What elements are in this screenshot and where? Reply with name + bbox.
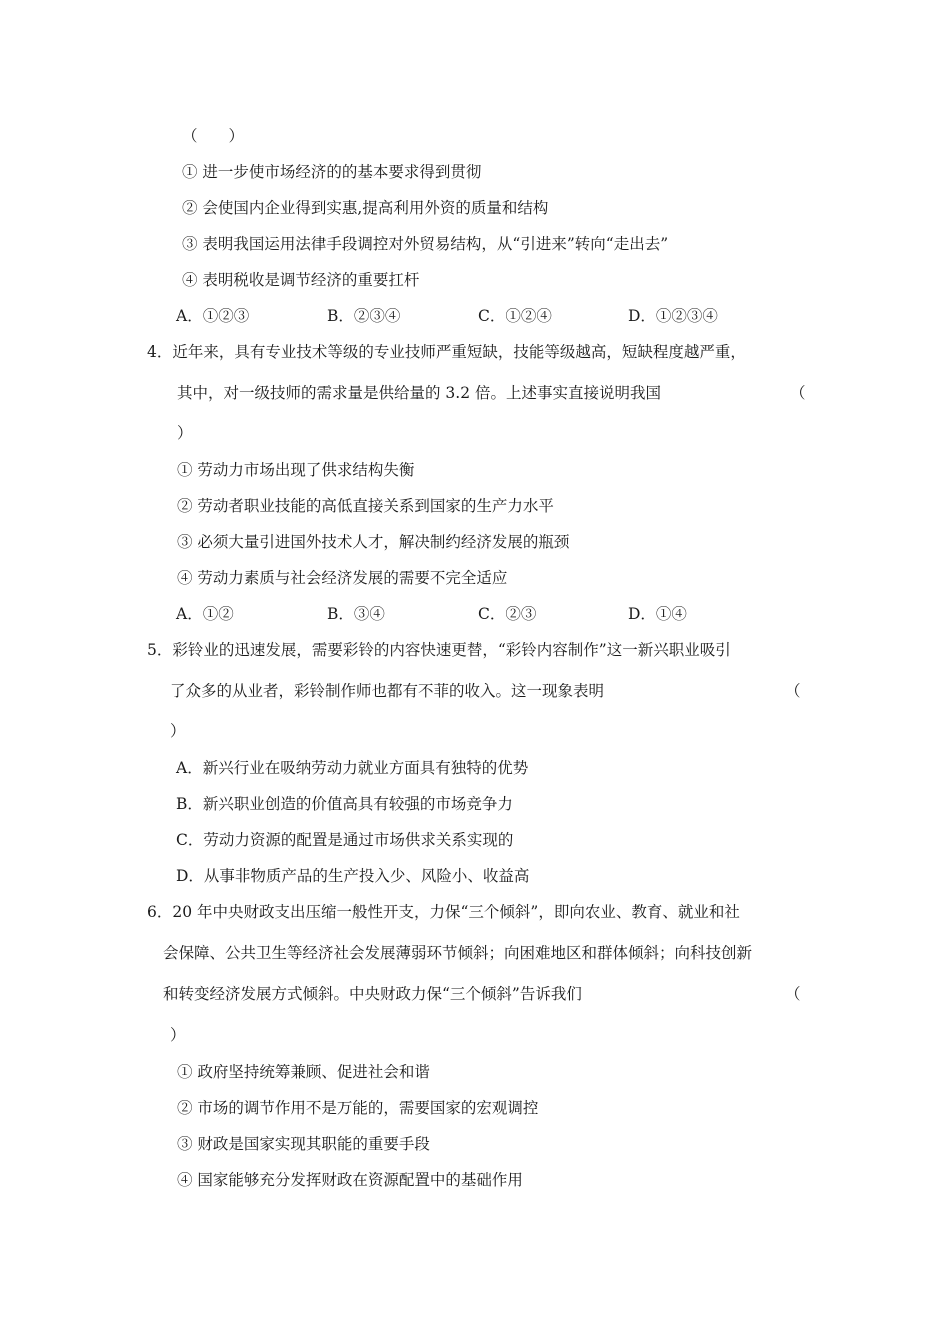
q6-stem-line-3: 和转变经济发展方式倾斜。中央财政力保“三个倾斜”告诉我们 [163,985,582,1003]
q4-stem-line-2: 其中，对一级技师的需求量是供给量的 3.2 倍。上述事实直接说明我国 [177,384,662,402]
q4-option-a[interactable]: A．①② [176,605,234,623]
q3-option-d[interactable]: D．①②③④ [628,307,718,325]
q3-item-2: ② 会使国内企业得到实惠,提高利用外资的质量和结构 [182,199,549,217]
q4-item-1: ① 劳动力市场出现了供求结构失衡 [177,461,415,479]
q6-stem-line-1: 6．20 年中央财政支出压缩一般性开支，力保“三个倾斜”，即向农业、教育、就业和社 [147,903,740,921]
q5-paren-close: ） [170,722,186,740]
q4-item-3: ③ 必须大量引进国外技术人才，解决制约经济发展的瓶颈 [177,533,570,551]
q6-item-3: ③ 财政是国家实现其职能的重要手段 [177,1135,430,1153]
q3-item-3: ③ 表明我国运用法律手段调控对外贸易结构，从“引进来”转向“走出去” [182,235,669,253]
q3-option-b[interactable]: B．②③④ [327,307,401,325]
q5-stem-line-2: 了众多的从业者，彩铃制作师也都有不菲的收入。这一现象表明 [170,682,605,700]
q6-paren-close: ） [170,1026,186,1044]
q5-option-d[interactable]: D．从事非物质产品的生产投入少、风险小、收益高 [176,867,530,885]
q4-stem-line-1: 4．近年来，具有专业技术等级的专业技师严重短缺，技能等级越高，短缺程度越严重， [147,343,746,361]
q4-option-d[interactable]: D．①④ [628,605,687,623]
q6-item-2: ② 市场的调节作用不是万能的，需要国家的宏观调控 [177,1099,539,1117]
q5-option-c[interactable]: C．劳动力资源的配置是通过市场供求关系实现的 [176,831,514,849]
q4-item-4: ④ 劳动力素质与社会经济发展的需要不完全适应 [177,569,508,587]
q5-option-b[interactable]: B．新兴职业创造的价值高具有较强的市场竞争力 [176,795,513,813]
q5-paren-open: （ [785,682,801,700]
q4-item-2: ② 劳动者职业技能的高低直接关系到国家的生产力水平 [177,497,554,515]
q3-item-4: ④ 表明税收是调节经济的重要扛杆 [182,271,420,289]
q6-paren-open: （ [785,985,801,1003]
q3-answer-bracket: （ ） [182,127,245,145]
q5-option-a[interactable]: A．新兴行业在吸纳劳动力就业方面具有独特的优势 [176,759,529,777]
q6-item-1: ① 政府坚持统筹兼顾、促进社会和谐 [177,1063,430,1081]
q6-stem-line-2: 会保障、公共卫生等经济社会发展薄弱环节倾斜；向困难地区和群体倾斜；向科技创新 [163,944,753,962]
q3-option-a[interactable]: A．①②③ [176,307,250,325]
q6-item-4: ④ 国家能够充分发挥财政在资源配置中的基础作用 [177,1171,523,1189]
q3-item-1: ① 进一步使市场经济的的基本要求得到贯彻 [182,163,482,181]
q4-option-b[interactable]: B．③④ [327,605,385,623]
q4-paren-open: （ [790,384,806,402]
q4-option-c[interactable]: C．②③ [478,605,537,623]
q3-option-c[interactable]: C．①②④ [478,307,552,325]
q5-stem-line-1: 5．彩铃业的迅速发展，需要彩铃的内容快速更替，“彩铃内容制作”这一新兴职业吸引 [147,641,731,659]
q4-paren-close: ） [177,424,193,442]
